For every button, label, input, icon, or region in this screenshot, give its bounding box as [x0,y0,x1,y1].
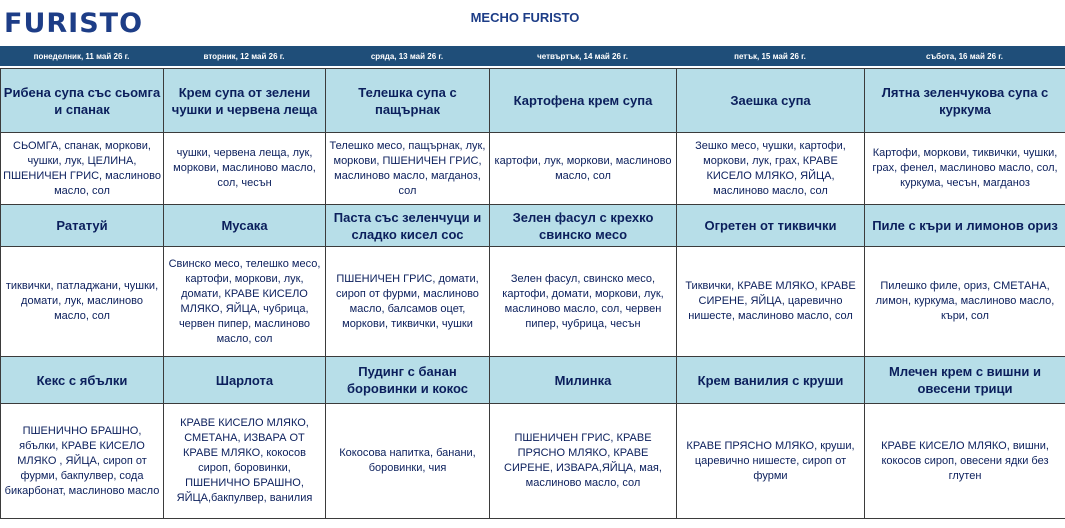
ingredients-text: Пилешко филе, ориз, СМЕТАНА, лимон, куркума, маслиново масло, къри, сол [865,247,1065,357]
brand-logo [4,5,143,41]
dish-name: Пудинг с банан боровинки и кокос [326,357,490,404]
dish-name: Милинка [490,357,677,404]
day-header: събота, 16 май 26 г. [925,51,1003,61]
dish-name: Рибена супа със сьомга и спанак [1,69,164,133]
ingredients-text: Телешко месо, пащърнак, лук, моркови, ПШЕНИЧЕН ГРИС, маслиново масло, магданоз, сол [326,133,490,205]
menu-table [0,68,1065,519]
dish-name: Мусака [164,205,326,247]
ingredients-text: Тиквички, КРАВЕ МЛЯКО, КРАВЕ СИРЕНЕ, ЯЙЦА, царевично нишесте, маслиново масло, сол [677,247,865,357]
page-title: МЕСНО FURISTO [470,10,580,25]
dish-name: Крем супа от зелени чушки и червена леща [164,69,326,133]
dish-name: Кекс с ябълки [1,357,164,404]
ingredients-text: СЬОМГА, спанак, моркови, чушки, лук, ЦЕЛИНА, ПШЕНИЧЕН ГРИС, маслиново масло, сол [1,133,164,205]
dish-row [1,205,1065,247]
ingredients-row [1,247,1065,357]
dish-row [1,69,1065,133]
ingredients-text: Зелен фасул, свинско месо, картофи, домати, моркови, лук, маслиново масло, сол, червен пипер, чубрица, чесън [490,247,677,357]
ingredients-row [1,404,1065,519]
ingredients-text: КРАВЕ КИСЕЛО МЛЯКО, СМЕТАНА, ИЗВАРА ОТ КРАВЕ МЛЯКО, кокосов сироп, боровинки, ПШЕНИЧНО БРАШНО, ЯЙЦА,бакпулвер, ванилия [164,404,326,519]
ingredients-text: КРАВЕ КИСЕЛО МЛЯКО, вишни, кокосов сироп, овесени ядки без глутен [865,404,1065,519]
dish-name: Крем ванилия с круши [677,357,865,404]
dish-row [1,357,1065,404]
dish-name: Телешка супа с пащърнак [326,69,490,133]
dish-name: Заешка супа [677,69,865,133]
ingredients-text: тиквички, патладжани, чушки, домати, лук, маслиново масло, сол [1,247,164,357]
dish-name: Картофена крем супа [490,69,677,133]
ingredients-text: ПШЕНИЧНО БРАШНО, ябълки, КРАВЕ КИСЕЛО МЛЯКО , ЯЙЦА, сироп от фурми, бакпулвер, сода бикарбонат, маслиново масло [1,404,164,519]
dish-name: Пиле с къри и лимонов ориз [865,205,1065,247]
ingredients-text: КРАВЕ ПРЯСНО МЛЯКО, круши, царевично нишесте, сироп от фурми [677,404,865,519]
dish-name: Млечен крем с вишни и овесени трици [865,357,1065,404]
dish-name: Рататуй [1,205,164,247]
ingredients-text: чушки, червена леща, лук, моркови, маслиново масло, сол, чесън [164,133,326,205]
ingredients-text: Картофи, моркови, тиквички, чушки, грах, фенел, маслиново масло, сол, куркума, чесън, магданоз [865,133,1065,205]
ingredients-text: картофи, лук, моркови, маслиново масло, сол [490,133,677,205]
ingredients-text: Кокосова напитка, банани, боровинки, чия [326,404,490,519]
brand-name: FURISTO [4,7,144,39]
day-header-row [0,46,1065,66]
ingredients-text: Зешко месо, чушки, картофи, моркови, лук, грах, КРАВЕ КИСЕЛО МЛЯКО, ЯЙЦА, маслиново масло, сол [677,133,865,205]
day-header: вторник, 12 май 26 г. [203,51,285,61]
ingredients-text: Свинско месо, телешко месо, картофи, моркови, лук, домати, КРАВЕ КИСЕЛО МЛЯКО, ЯЙЦА, чубрица, червен пипер, маслиново масло, сол [164,247,326,357]
day-header: понеделник, 11 май 26 г. [33,51,130,61]
dish-name: Лятна зеленчукова супа с куркума [865,69,1065,133]
day-header: четвъртък, 14 май 26 г. [537,51,628,61]
ingredients-text: ПШЕНИЧЕН ГРИС, домати, сироп от фурми, маслиново масло, балсамов оцет, моркови, тиквички, чушки [326,247,490,357]
ingredients-row [1,133,1065,205]
day-header: петък, 15 май 26 г. [734,51,806,61]
ingredients-text: ПШЕНИЧЕН ГРИС, КРАВЕ ПРЯСНО МЛЯКО, КРАВЕ СИРЕНЕ, ИЗВАРА,ЯЙЦА, мая, маслиново масло, сол [490,404,677,519]
dish-name: Шарлота [164,357,326,404]
dish-name: Зелен фасул с крехко свинско месо [490,205,677,247]
dish-name: Огретен от тиквички [677,205,865,247]
day-header: сряда, 13 май 26 г. [370,51,444,61]
dish-name: Паста със зеленчуци и сладко кисел сос [326,205,490,247]
